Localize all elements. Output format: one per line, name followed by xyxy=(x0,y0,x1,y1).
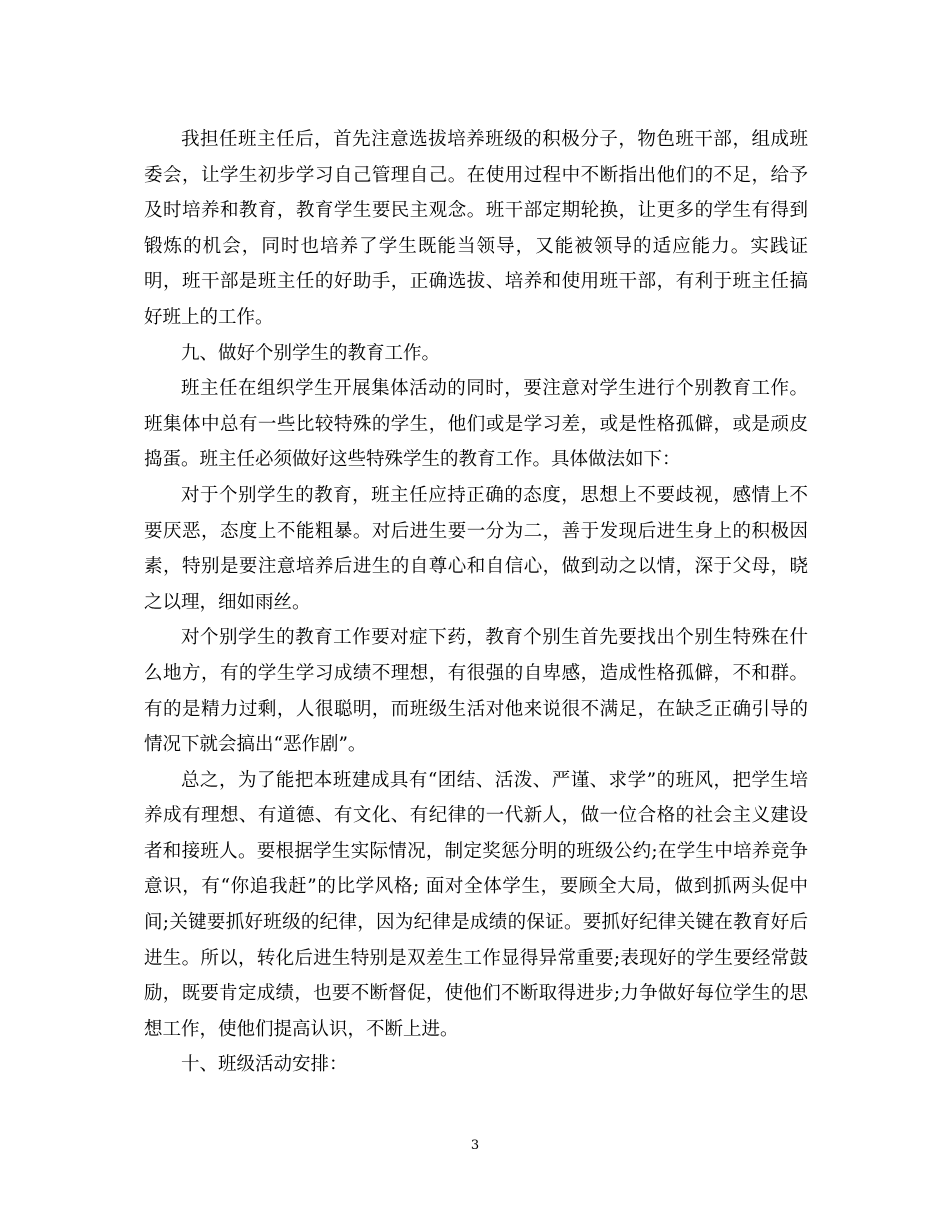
document-body xyxy=(144,122,808,1083)
section-heading-nine: 九、做好个别学生的教育工作。 xyxy=(181,342,441,364)
paragraph-individual-education: 班主任在组织学生开展集体活动的同时，要注意对学生进行个别教育工作。班集体中总有一些比较特殊的学生，他们或是学习差，或是性格孤僻，或是顽皮捣蛋。班主任必须做好这些特殊学生的教育工作。具体做法如下： xyxy=(144,378,808,471)
paragraph-targeted-education: 对个别学生的教育工作要对症下药，教育个别生首先要找出个别生特殊在什么地方，有的学生学习成绩不理想，有很强的自卑感，造成性格孤僻，不和群。有的是精力过剩，人很聪明，而班级生活对他来说很不满足，在缺乏正确引导的情况下就会搞出“恶作剧”。 xyxy=(144,627,808,756)
page-number: 3 xyxy=(470,1138,480,1153)
paragraph-summary: 总之，为了能把本班建成具有“团结、活泼、严谨、求学”的班风，把学生培养成有理想、有道德、有文化、有纪律的一代新人，做一位合格的社会主义建设者和接班人。要根据学生实际情况，制定奖惩分明的班级公约;在学生中培养竞争意识，有“你追我赶”的比学风格; 面对全体学生，要顾全大局，做到抓两头促中间;关键要抓好班级的纪律，因为纪律是成绩的保证。要抓好纪律关键在教育好后进生。所以，转化后进生特别是双差生工作显得异常重要;表现好的学生要经常鼓励，既要肯定成绩，也要不断督促，使他们不断取得进步;力争做好每位学生的思想工作，使他们提高认识，不断上进。 xyxy=(144,769,808,1040)
paragraph-correct-attitude: 对于个别学生的教育，班主任应持正确的态度，思想上不要歧视，感情上不要厌恶，态度上不能粗暴。对后进生要一分为二，善于发现后进生身上的积极因素，特别是要注意培养后进生的自尊心和自信心，做到动之以情，深于父母，晓之以理，细如雨丝。 xyxy=(144,484,808,613)
paragraph-class-committee: 我担任班主任后，首先注意选拔培养班级的积极分子，物色班干部，组成班委会，让学生初步学习自己管理自己。在使用过程中不断指出他们的不足，给予及时培养和教育，教育学生要民主观念。班干部定期轮换，让更多的学生有得到锻炼的机会，同时也培养了学生既能当领导，又能被领导的适应能力。实践证明，班干部是班主任的好助手，正确选拔、培养和使用班干部，有利于班主任搞好班上的工作。 xyxy=(144,129,808,328)
section-heading-ten: 十、班级活动安排： xyxy=(181,1054,348,1076)
